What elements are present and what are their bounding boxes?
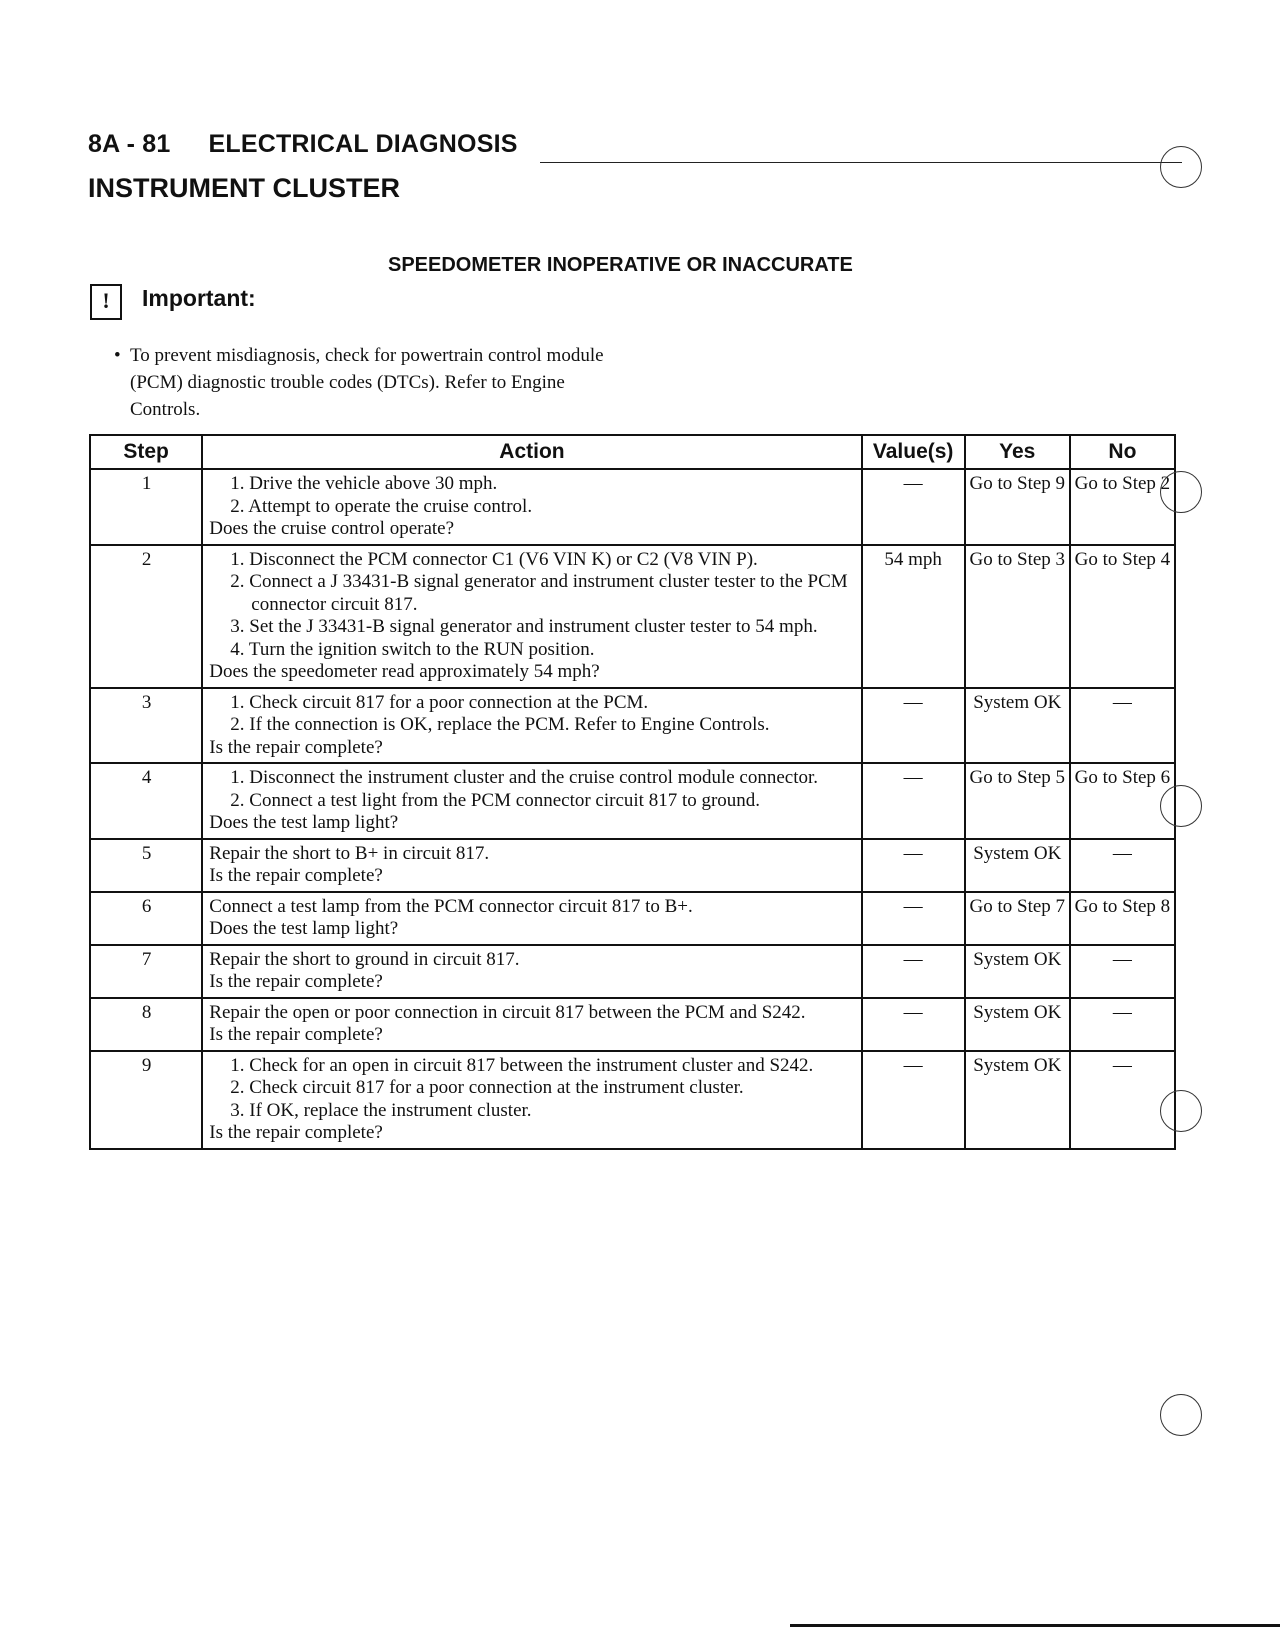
action-cell: [202, 945, 861, 998]
header-values: Value(s): [862, 435, 965, 469]
table-row: [90, 892, 1175, 945]
table-row: [90, 998, 1175, 1051]
step-number: 7: [90, 945, 202, 998]
yes-cell: System OK: [965, 839, 1070, 892]
yes-cell: System OK: [965, 945, 1070, 998]
action-cell: [202, 892, 861, 945]
action-item: 1. Disconnect the instrument cluster and the cruise control module connector.: [230, 767, 819, 788]
punch-hole-4: [1160, 1090, 1202, 1132]
action-cell: [202, 998, 861, 1051]
action-cell: [202, 839, 861, 892]
action-cell: [202, 688, 861, 764]
action-list: [209, 549, 855, 662]
value-cell: —: [862, 688, 965, 764]
punch-hole-5: [1160, 1394, 1202, 1436]
page-header: [88, 130, 518, 159]
value-cell: —: [862, 469, 965, 545]
table-row: [90, 945, 1175, 998]
action-text: Connect a test lamp from the PCM connector circuit 817 to B+.: [209, 895, 693, 917]
action-list: [209, 692, 855, 737]
table-row: [90, 545, 1175, 688]
action-question: Is the repair complete?: [209, 971, 383, 992]
value-cell: —: [862, 892, 965, 945]
no-cell: Go to Step 6: [1070, 763, 1175, 839]
action-question: Is the repair complete?: [209, 865, 383, 886]
action-cell: [202, 469, 861, 545]
table-row: [90, 839, 1175, 892]
table-row: [90, 1051, 1175, 1149]
action-item: 2. If the connection is OK, replace the PCM. Refer to Engine Controls.: [230, 714, 770, 735]
action-question: Does the test lamp light?: [209, 918, 399, 939]
no-cell: Go to Step 2: [1070, 469, 1175, 545]
step-number: 5: [90, 839, 202, 892]
action-item: 2. Connect a J 33431-B signal generator and instrument cluster tester to the PCM connector circuit 817.: [230, 571, 848, 615]
step-number: 4: [90, 763, 202, 839]
header-action: Action: [202, 435, 861, 469]
subsection-title: INSTRUMENT CLUSTER: [88, 173, 400, 203]
yes-cell: Go to Step 7: [965, 892, 1070, 945]
step-number: 2: [90, 545, 202, 688]
action-cell: [202, 763, 861, 839]
no-cell: —: [1070, 945, 1175, 998]
value-cell: —: [862, 945, 965, 998]
action-item: 1. Check circuit 817 for a poor connection at the PCM.: [230, 691, 649, 713]
yes-cell: Go to Step 9: [965, 469, 1070, 545]
no-cell: Go to Step 4: [1070, 545, 1175, 688]
value-cell: —: [862, 839, 965, 892]
diagnostic-table: [89, 434, 1176, 1150]
action-question: Is the repair complete?: [209, 1024, 383, 1045]
yes-cell: System OK: [965, 1051, 1070, 1149]
header-step: Step: [90, 435, 202, 469]
action-question: Does the cruise control operate?: [209, 518, 455, 539]
action-cell: [202, 545, 861, 688]
yes-cell: Go to Step 3: [965, 545, 1070, 688]
action-question: Does the speedometer read approximately 54 mph?: [209, 661, 600, 682]
table-row: [90, 763, 1175, 839]
action-item: 1. Check for an open in circuit 817 between the instrument cluster and S242.: [230, 1054, 814, 1076]
no-cell: —: [1070, 688, 1175, 764]
step-number: 3: [90, 688, 202, 764]
table-row: [90, 469, 1175, 545]
action-question: Is the repair complete?: [209, 736, 383, 758]
table-body: [90, 469, 1175, 1149]
value-cell: —: [862, 1051, 965, 1149]
page-number: 8A - 81: [88, 130, 171, 158]
bottom-rule: [790, 1624, 1280, 1627]
action-list: [209, 473, 855, 518]
action-list: [209, 767, 855, 812]
no-cell: —: [1070, 839, 1175, 892]
action-text: Repair the short to ground in circuit 817.: [209, 948, 520, 970]
step-number: 9: [90, 1051, 202, 1149]
action-cell: [202, 1051, 861, 1149]
header-no: No: [1070, 435, 1175, 469]
action-item: 3. If OK, replace the instrument cluster.: [230, 1099, 532, 1121]
action-question: Does the test lamp light?: [209, 812, 399, 833]
action-list: [209, 1055, 855, 1123]
action-item: 3. Set the J 33431-B signal generator and instrument cluster tester to 54 mph.: [230, 616, 818, 637]
table-header-row: [90, 435, 1175, 469]
important-note-text: To prevent misdiagnosis, check for powertrain control module (PCM) diagnostic trouble codes (DTCs). Refer to Engine Controls.: [130, 345, 604, 420]
header-yes: Yes: [965, 435, 1070, 469]
punch-hole-2: [1160, 471, 1202, 513]
bullet-icon: •: [114, 345, 121, 366]
action-item: 1. Drive the vehicle above 30 mph.: [230, 473, 498, 494]
no-cell: —: [1070, 998, 1175, 1051]
action-item: 4. Turn the ignition switch to the RUN position.: [230, 638, 595, 660]
value-cell: —: [862, 763, 965, 839]
action-item: 1. Disconnect the PCM connector C1 (V6 VIN K) or C2 (V8 VIN P).: [230, 548, 758, 570]
step-number: 1: [90, 469, 202, 545]
action-text: Repair the short to B+ in circuit 817.: [209, 842, 490, 864]
action-item: 2. Connect a test light from the PCM connector circuit 817 to ground.: [230, 789, 761, 811]
value-cell: 54 mph: [862, 545, 965, 688]
no-cell: —: [1070, 1051, 1175, 1149]
step-number: 6: [90, 892, 202, 945]
action-item: 2. Check circuit 817 for a poor connection at the instrument cluster.: [230, 1077, 744, 1098]
action-item: 2. Attempt to operate the cruise control.: [230, 495, 533, 517]
yes-cell: System OK: [965, 688, 1070, 764]
section-title: ELECTRICAL DIAGNOSIS: [208, 130, 518, 158]
yes-cell: Go to Step 5: [965, 763, 1070, 839]
punch-hole-3: [1160, 785, 1202, 827]
action-text: Repair the open or poor connection in circuit 817 between the PCM and S242.: [209, 1001, 806, 1023]
step-number: 8: [90, 998, 202, 1051]
table-row: [90, 688, 1175, 764]
important-icon: !: [90, 284, 122, 320]
no-cell: Go to Step 8: [1070, 892, 1175, 945]
yes-cell: System OK: [965, 998, 1070, 1051]
important-note: [114, 342, 634, 423]
header-rule: [540, 162, 1182, 163]
procedure-title: SPEEDOMETER INOPERATIVE OR INACCURATE: [388, 254, 853, 276]
punch-hole-1: [1160, 146, 1202, 188]
action-question: Is the repair complete?: [209, 1122, 383, 1143]
value-cell: —: [862, 998, 965, 1051]
important-label: Important:: [142, 285, 256, 311]
